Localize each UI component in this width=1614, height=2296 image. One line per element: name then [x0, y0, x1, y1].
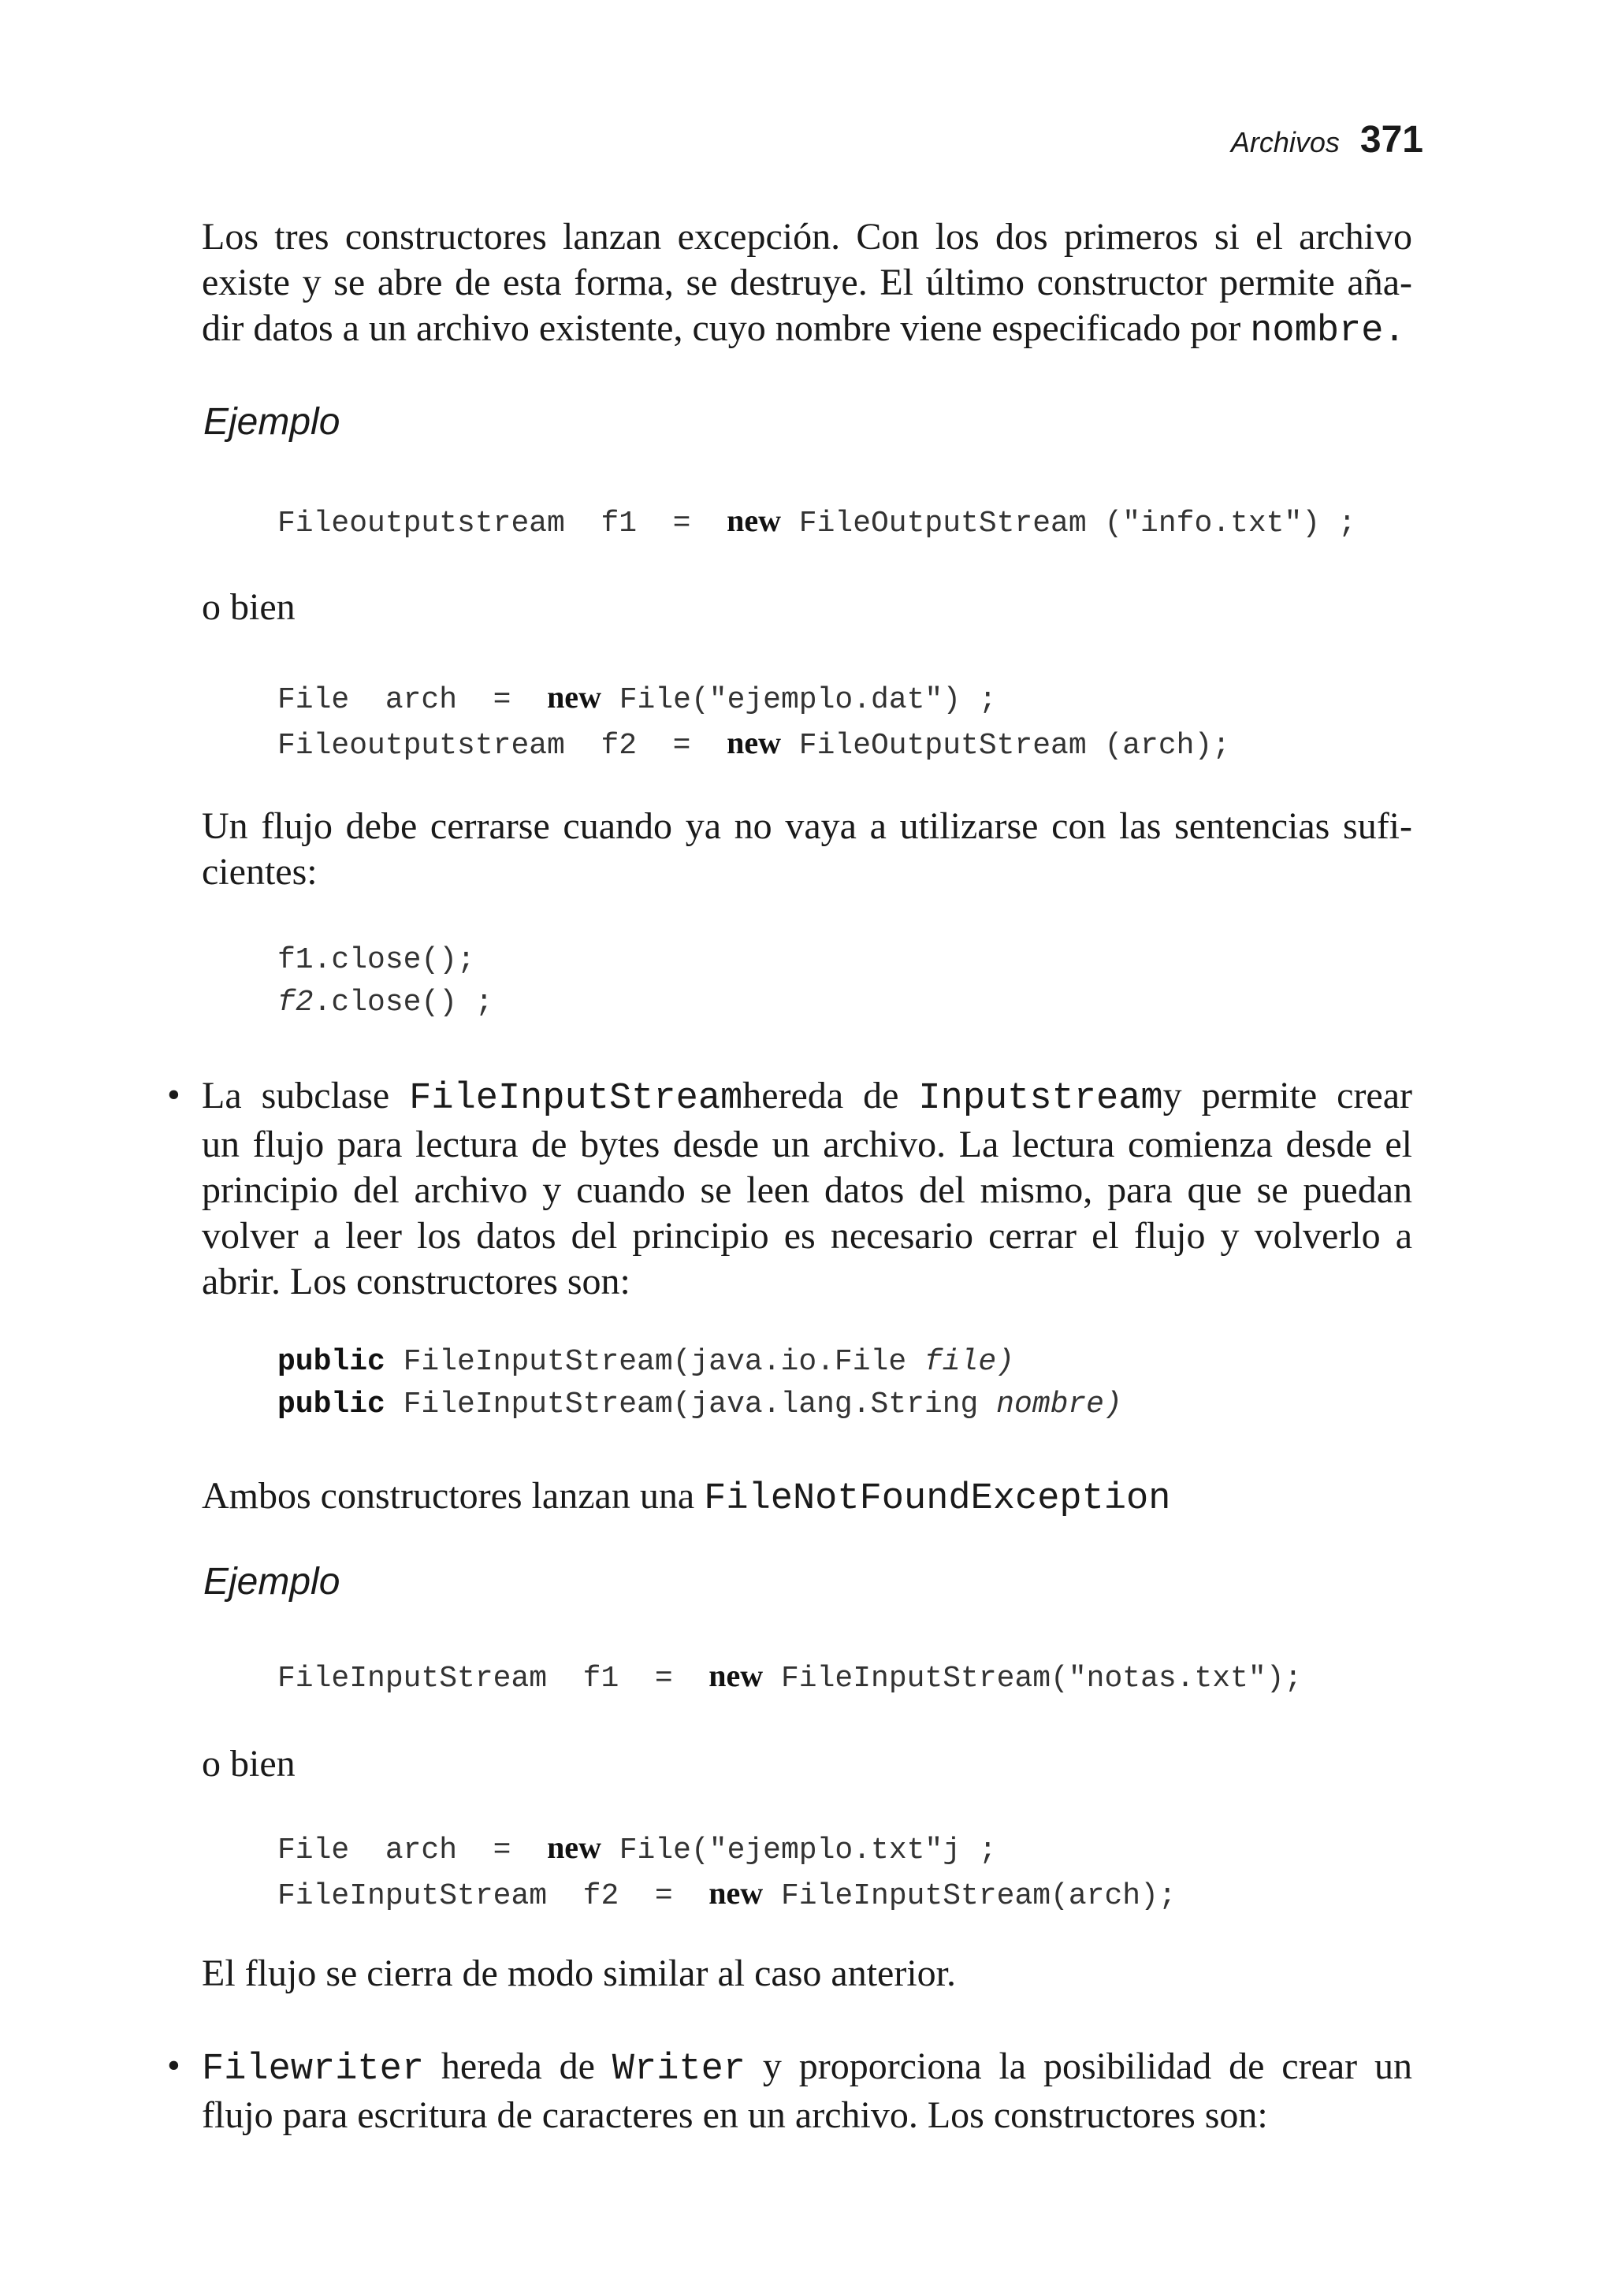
inline-code: Writer — [612, 2049, 746, 2090]
inline-code: nombre. — [1250, 310, 1406, 352]
code-block: File arch = new File("ejemplo.dat") ; Fileoutputstream f2 = new FileOutputStream (arch); — [277, 679, 1231, 763]
paragraph-flujo-cierra: El flujo se cierra de modo similar al caso anterior. — [202, 1952, 956, 1994]
paragraph-o-bien: o bien — [202, 586, 296, 628]
inline-code: FileNotFoundException — [704, 1478, 1171, 1520]
paragraph-filewriter: Filewriter hereda de Writer y proporciona la posibilidad de crear un flujo para escritura de caracteres en un archivo. Los constructores son: — [202, 2045, 1412, 2136]
running-header — [1231, 118, 1423, 162]
paragraph-constructores-excepcion: Los tres constructores lanzan excepción. Con los dos primeros si el archivo existe y se abre de esta forma, se destruye. El último constructor permite aña- dir datos a un archivo existente, cuyo nombre viene especificado por nombre. — [202, 216, 1412, 352]
example-heading: Ejemplo — [203, 1561, 340, 1603]
code-block: f1.close(); f2.close() ; — [277, 943, 493, 1020]
running-title: Archivos — [1230, 126, 1340, 158]
bullet: • — [167, 1074, 180, 1116]
example-heading: Ejemplo — [203, 401, 340, 443]
inline-code: FileInputStream — [409, 1078, 743, 1120]
code-block: public FileInputStream(java.io.File file) public FileInputStream(java.lang.String nombre) — [277, 1345, 1122, 1421]
paragraph-o-bien: o bien — [202, 1743, 296, 1785]
bullet: • — [167, 2045, 180, 2086]
page-number: 371 — [1359, 119, 1423, 161]
inline-code: Filewriter — [202, 2049, 425, 2090]
code-block: File arch = new File("ejemplo.txt"j ; FileInputStream f2 = new FileInputStream(arch); — [277, 1830, 1177, 1913]
paragraph-cerrar-flujo: Un flujo debe cerrarse cuando ya no vaya a utilizarse con las sentencias sufi- cientes: — [202, 805, 1412, 893]
paragraph-fileinputstream: La subclase FileInputStreamhereda de Inputstreamy permite crear un flujo para lectura de bytes desde un archivo. La lectura comienza desde el principio del archivo y cuando se leen datos del mismo, para que se puedan volver a leer los datos del principio es necesario cerrar el flujo y volverlo a abrir. Los constructores son: — [202, 1075, 1413, 1302]
code-block: FileInputStream f1 = new FileInputStream("notas.txt"); — [277, 1658, 1303, 1696]
code-block: Fileoutputstream f1 = new FileOutputStream ("info.txt") ; — [277, 503, 1356, 541]
paragraph-ambos-constructores: Ambos constructores lanzan una FileNotFoundException — [202, 1475, 1171, 1520]
inline-code: Inputstream — [918, 1078, 1163, 1120]
